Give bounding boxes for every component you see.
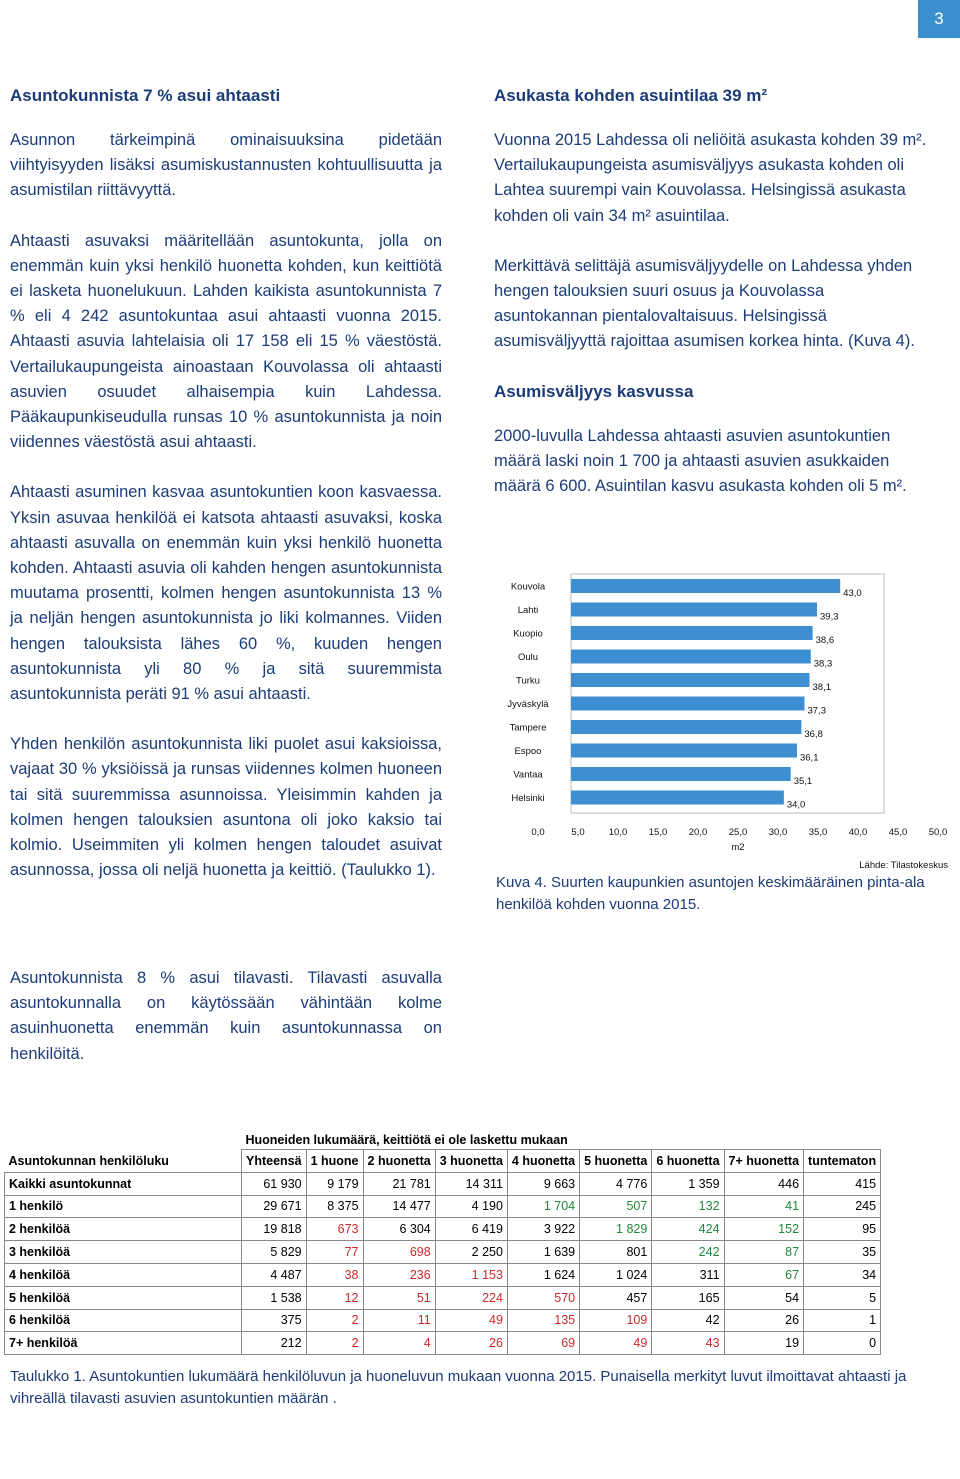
- table-row-label: 2 henkilöä: [5, 1218, 242, 1241]
- category-label: Oulu: [517, 652, 539, 663]
- category-label: Lahti: [517, 605, 539, 616]
- table-row-label: 6 henkilöä: [5, 1309, 242, 1332]
- table-cell: 236: [363, 1263, 435, 1286]
- table-cell: 67: [724, 1263, 804, 1286]
- data-table: [4, 1131, 881, 1355]
- table-cell: 2: [306, 1332, 363, 1355]
- table-cell: 457: [580, 1286, 652, 1309]
- table-row-label: 3 henkilöä: [5, 1241, 242, 1264]
- table-cell: 51: [363, 1286, 435, 1309]
- table-cell: 212: [242, 1332, 307, 1355]
- table-cell: 41: [724, 1195, 804, 1218]
- paragraph: 2000-luvulla Lahdessa ahtaasti asuvien asuntokuntien määrä laski noin 1 700 ja ahtaasti asuvien asukkaiden määrä 6 600. Asuintilan kasvu asukasta kohden oli 5 m².: [494, 426, 907, 496]
- table-cell: 4 776: [580, 1172, 652, 1195]
- table-cell: 34: [804, 1263, 881, 1286]
- section-heading: Asumisväljyys kasvussa: [494, 381, 694, 401]
- table-row-label: 7+ henkilöä: [5, 1332, 242, 1355]
- table-cell: 6 419: [435, 1218, 507, 1241]
- bar: [571, 626, 813, 640]
- paragraph: Vuonna 2015 Lahdessa oli neliöitä asukasta kohden 39 m². Vertailukaupungeista asumisväljyys asukasta kohden oli Lahtea suurempi vain Kouvolassa. Helsingissä asukasta kohden oli vain 34 m² asuintilaa.: [494, 131, 927, 225]
- table-column-header: 3 huonetta: [435, 1150, 507, 1173]
- section-heading: Asuntokunnista 7 % asui ahtaasti: [10, 86, 281, 105]
- tick-label: 40,0: [848, 827, 868, 838]
- table-column-header: 1 huone: [306, 1150, 363, 1173]
- paragraph: Merkittävä selittäjä asumisväljyydelle on Lahdessa yhden hengen talouksien suuri osuus ja Kouvolassa asuntokannan pientalovaltaisuus. Helsingissä asumisväljyyttä rajoittaa asumisen korkea hinta. (Kuva 4).: [494, 256, 915, 351]
- category-label: Helsinki: [511, 793, 545, 804]
- category-label: Kouvola: [510, 581, 546, 593]
- table-cell: 42: [652, 1309, 724, 1332]
- table-cell: 1 624: [507, 1263, 579, 1286]
- table-cell: 4 487: [242, 1263, 307, 1286]
- bar: [571, 767, 791, 781]
- data-label: 43,0: [843, 588, 862, 599]
- table-cell: 35: [804, 1241, 881, 1264]
- bar: [571, 744, 797, 758]
- table-cell: 4: [363, 1332, 435, 1355]
- table-caption: Taulukko 1. Asuntokuntien lukumäärä henkilöluvun ja huoneluvun mukaan vuonna 2015. Punaisella merkityt luvut ilmoittavat ahtaasti ja vihreällä tilavasti asuvien asuntokuntien määrän .: [10, 1368, 907, 1407]
- paragraph: Yhden henkilön asuntokunnista liki puolet asui kaksioissa, vajaat 30 % yksiöissä ja runsas viidennes kolmen huoneen tai sitä suuremmissa asunnoissa. Yleisimmin kahden ja kolmen hengen talouksien asuntona oli joko kaksio tai kolmio. Useimmiten yli kolmen hengen taloudet asuivat asunnossa, jossa oli neljä huonetta ja keittiö. (Taulukko 1).: [10, 735, 442, 880]
- table-row: [5, 1286, 881, 1309]
- table-cell: 29 671: [242, 1195, 307, 1218]
- category-label: Tampere: [509, 722, 547, 734]
- table-corner: [5, 1131, 242, 1150]
- table-cell: 69: [507, 1332, 579, 1355]
- table-cell: 19: [724, 1332, 804, 1355]
- table-cell: 1 538: [242, 1286, 307, 1309]
- table-row-label: 4 henkilöä: [5, 1263, 242, 1286]
- table-column-header: 6 huonetta: [652, 1150, 724, 1173]
- table-cell: 19 818: [242, 1218, 307, 1241]
- table-cell: 26: [724, 1309, 804, 1332]
- paragraph: Asuntokunnista 8 % asui tilavasti. Tilavasti asuvalla asuntokunnalla on käytössään vähintään kolme asuinhuonetta enemmän kuin asuntokunnassa on henkilöitä.: [10, 969, 442, 1063]
- table-cell: 9 179: [306, 1172, 363, 1195]
- table-cell: 507: [580, 1195, 652, 1218]
- table-cell: 43: [652, 1332, 724, 1355]
- table-row-label: Kaikki asuntokunnat: [5, 1172, 242, 1195]
- table-cell: 12: [306, 1286, 363, 1309]
- table-cell: 5 829: [242, 1241, 307, 1264]
- tick-label: 0,0: [531, 827, 545, 838]
- tick-label: 15,0: [648, 827, 668, 838]
- left-column: [10, 84, 442, 908]
- table-cell: 375: [242, 1309, 307, 1332]
- table-cell: 38: [306, 1263, 363, 1286]
- tick-label: 20,0: [688, 827, 708, 838]
- data-label: 38,6: [815, 635, 835, 646]
- table-cell: 21 781: [363, 1172, 435, 1195]
- tick-label: 30,0: [768, 827, 788, 838]
- table-cell: 801: [580, 1241, 652, 1264]
- source-note: Lähde: Tilastokeskus: [859, 860, 948, 871]
- table-cell: 152: [724, 1218, 804, 1241]
- table-cell: 14 477: [363, 1195, 435, 1218]
- bar-chart: [490, 574, 955, 871]
- table-cell: 26: [435, 1332, 507, 1355]
- category-label: Kuopio: [513, 628, 543, 640]
- table-row: [5, 1263, 881, 1286]
- right-column: [494, 84, 930, 524]
- table-cell: 224: [435, 1286, 507, 1309]
- bar: [571, 673, 810, 687]
- table-cell: 135: [507, 1309, 579, 1332]
- table-cell: 0: [804, 1332, 881, 1355]
- bar: [571, 650, 811, 664]
- table-row-label: 5 henkilöä: [5, 1286, 242, 1309]
- tick-label: 45,0: [888, 827, 908, 838]
- table-column-header: 5 huonetta: [580, 1150, 652, 1173]
- table-cell: 61 930: [242, 1172, 307, 1195]
- table-cell: 424: [652, 1218, 724, 1241]
- table-column-header: 4 huonetta: [507, 1150, 579, 1173]
- bar: [571, 720, 801, 734]
- table-cell: 54: [724, 1286, 804, 1309]
- table-group-header: Huoneiden lukumäärä, keittiötä ei ole laskettu mukaan: [242, 1131, 881, 1150]
- table-cell: 1 704: [507, 1195, 579, 1218]
- paragraph: Ahtaasti asuvaksi määritellään asuntokunta, jolla on enemmän kuin yksi henkilö huonetta kohden, kun keittiötä ei lasketa huonelukuun. Lahden kaikista asuntokunnista 7 % eli 4 242 asuntokuntaa asui ahtaasti vuonna 2015. Ahtaasti asuvia lahtelaisia oli 17 158 eli 15 % väestöstä. Vertailukaupungeista ainoastaan Kouvolassa oli ahtaasti asuvien osuudet alhaisempia kuin Lahdessa. Pääkaupunkiseudulla runsas 10 % asuntokunnista ja noin viidennes väestöstä asui ahtaasti.: [10, 231, 442, 452]
- table-row: [5, 1172, 881, 1195]
- table-cell: 242: [652, 1241, 724, 1264]
- table-cell: 4 190: [435, 1195, 507, 1218]
- data-label: 36,1: [799, 752, 819, 764]
- page-number: 3: [918, 0, 960, 38]
- table-column-header: 7+ huonetta: [724, 1150, 804, 1173]
- table-cell: 95: [804, 1218, 881, 1241]
- table-row-label: 1 henkilö: [5, 1195, 242, 1218]
- table-cell: 245: [804, 1195, 881, 1218]
- table-cell: 14 311: [435, 1172, 507, 1195]
- data-label: 35,1: [793, 776, 813, 787]
- table-cell: 8 375: [306, 1195, 363, 1218]
- category-label: Jyväskylä: [507, 699, 549, 710]
- table-row: [5, 1309, 881, 1332]
- paragraph: Ahtaasti asuminen kasvaa asuntokuntien koon kasvaessa. Yksin asuvaa henkilöä ei katsota ahtaasti asuvaksi, koska ahtaasti asuvalla on enemmän kuin yksi henkilö huonetta kohden. Ahtaasti asuvia oli kahden hengen asuntokunnista muutama prosentti, kolmen hengen asuntokunnista 13 % ja neljän hengen asuntokunnista jo liki kolmannes. Viiden hengen talouksista lähes 60 %, kuuden hengen asuntokunnista yli 80 % ja sitä suuremmista asuntokunnista peräti 91 % asui ahtaasti.: [10, 483, 442, 704]
- category-label: Turku: [516, 675, 540, 687]
- table-cell: 11: [363, 1309, 435, 1332]
- table-row: [5, 1332, 881, 1355]
- table-row: [5, 1241, 881, 1264]
- table-cell: 49: [580, 1332, 652, 1355]
- table-column-header: Yhteensä: [242, 1150, 307, 1173]
- table-cell: 132: [652, 1195, 724, 1218]
- table-cell: 77: [306, 1241, 363, 1264]
- table-cell: 415: [804, 1172, 881, 1195]
- table-column-header: tuntematon: [804, 1150, 881, 1173]
- data-label: 36,8: [804, 729, 823, 740]
- tick-label: 50,0: [928, 827, 948, 838]
- data-label: 34,0: [786, 799, 806, 811]
- bar: [571, 579, 840, 593]
- tick-label: 35,0: [808, 827, 828, 838]
- table-cell: 698: [363, 1241, 435, 1264]
- axis-label: m2: [731, 842, 745, 853]
- tick-label: 10,0: [608, 827, 628, 838]
- table-cell: 311: [652, 1263, 724, 1286]
- table-cell: 1 829: [580, 1218, 652, 1241]
- table-cell: 49: [435, 1309, 507, 1332]
- tick-label: 25,0: [728, 827, 748, 838]
- bar: [571, 697, 804, 711]
- table-row: [5, 1218, 881, 1241]
- table-cell: 1 024: [580, 1263, 652, 1286]
- table-row-header: Asuntokunnan henkilöluku: [5, 1150, 242, 1173]
- bar: [571, 603, 817, 617]
- table-cell: 109: [580, 1309, 652, 1332]
- header-bar: [0, 0, 960, 38]
- table-cell: 673: [306, 1218, 363, 1241]
- tick-label: 5,0: [571, 827, 585, 838]
- table-cell: 87: [724, 1241, 804, 1264]
- table-cell: 165: [652, 1286, 724, 1309]
- table-cell: 9 663: [507, 1172, 579, 1195]
- data-label: 39,3: [820, 611, 839, 623]
- category-label: Vantaa: [513, 769, 543, 781]
- data-label: 37,3: [807, 705, 826, 717]
- table-cell: 6 304: [363, 1218, 435, 1241]
- table-cell: 3 922: [507, 1218, 579, 1241]
- table-column-header: 2 huonetta: [363, 1150, 435, 1173]
- bar: [571, 791, 784, 805]
- table-cell: 1 359: [652, 1172, 724, 1195]
- figure-caption: Kuva 4. Suurten kaupunkien asuntojen keskimääräinen pinta-ala henkilöä kohden vuonna 2015.: [496, 874, 925, 913]
- table-cell: 5: [804, 1286, 881, 1309]
- data-label: 38,1: [812, 682, 832, 693]
- paragraph: Asunnon tärkeimpinä ominaisuuksina pidetään viihtyisyyden lisäksi asumiskustannusten kohtuullisuutta ja asumistilan riittävyyttä.: [10, 131, 442, 200]
- table-row: [5, 1195, 881, 1218]
- table-cell: 2: [306, 1309, 363, 1332]
- table-cell: 570: [507, 1286, 579, 1309]
- table-cell: 446: [724, 1172, 804, 1195]
- section-heading: Asukasta kohden asuintilaa 39 m²: [494, 86, 768, 105]
- category-label: Espoo: [514, 746, 542, 757]
- table-cell: 1: [804, 1309, 881, 1332]
- data-label: 38,3: [813, 658, 833, 670]
- table-cell: 2 250: [435, 1241, 507, 1264]
- table-cell: 1 639: [507, 1241, 579, 1264]
- table-cell: 1 153: [435, 1263, 507, 1286]
